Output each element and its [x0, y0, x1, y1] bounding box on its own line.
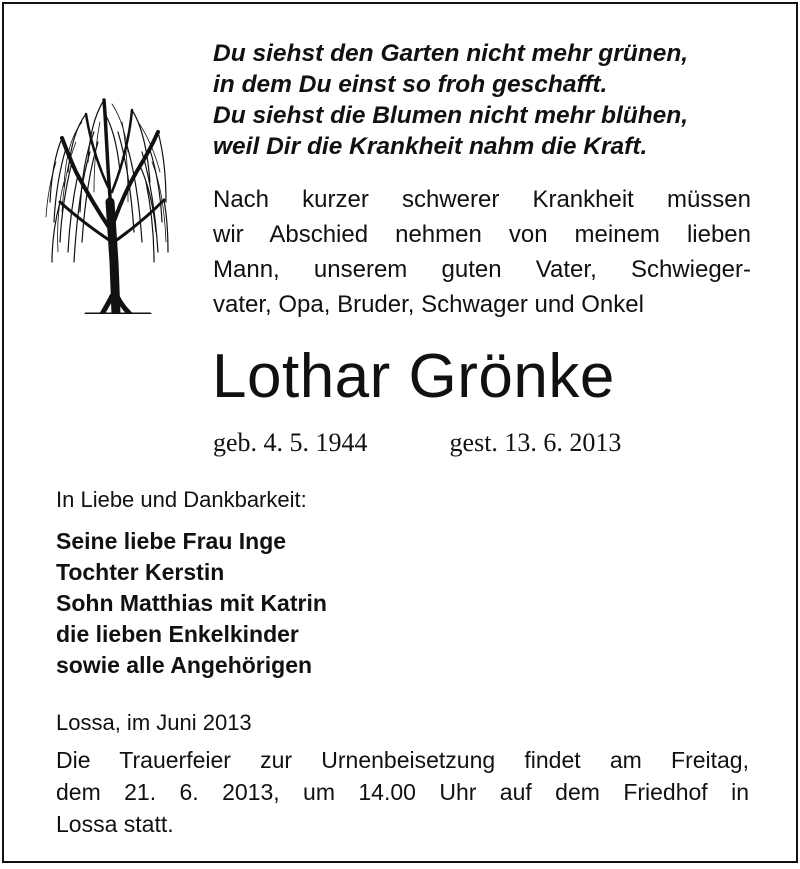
mourners-list	[56, 526, 327, 681]
obituary-frame	[2, 2, 798, 863]
announcement-line: Mann, unserem guten Vater, Schwieger-	[213, 256, 751, 283]
deceased-name: Lothar Grönke	[212, 342, 615, 411]
poem-line: Du siehst die Blumen nicht mehr blühen,	[213, 102, 689, 129]
mourner-name: Seine liebe Frau Inge	[56, 528, 287, 554]
announcement-text	[213, 182, 751, 322]
mourner-name: sowie alle Angehörigen	[56, 652, 313, 678]
poem-line: Du siehst den Garten nicht mehr grünen,	[213, 40, 689, 67]
announcement-line: Nach kurzer schwerer Krankheit müssen	[213, 186, 751, 213]
service-line: Lossa statt.	[56, 811, 174, 837]
life-dates	[213, 426, 621, 460]
place-date: Lossa, im Juni 2013	[56, 710, 252, 735]
mourner-name: Sohn Matthias mit Katrin	[56, 590, 327, 616]
service-line: Die Trauerfeier zur Urnenbeisetzung findet am Freitag,	[56, 747, 749, 773]
mourner-name: Tochter Kerstin	[56, 559, 225, 585]
funeral-service-notice	[56, 744, 749, 840]
poem-line: in dem Du einst so froh geschafft.	[213, 71, 608, 98]
service-line: dem 21. 6. 2013, um 14.00 Uhr auf dem Friedhof in	[56, 779, 749, 805]
death-date: gest. 13. 6. 2013	[449, 428, 622, 457]
mourners-heading: In Liebe und Dankbarkeit:	[56, 487, 307, 512]
birth-date: geb. 4. 5. 1944	[213, 428, 368, 457]
announcement-line: wir Abschied nehmen von meinem lieben	[213, 221, 751, 248]
weeping-tree-icon	[42, 92, 172, 314]
memorial-poem	[213, 38, 773, 162]
mourner-name: die lieben Enkelkinder	[56, 621, 299, 647]
poem-line: weil Dir die Krankheit nahm die Kraft.	[213, 133, 648, 160]
announcement-line: vater, Opa, Bruder, Schwager und Onkel	[213, 291, 644, 318]
